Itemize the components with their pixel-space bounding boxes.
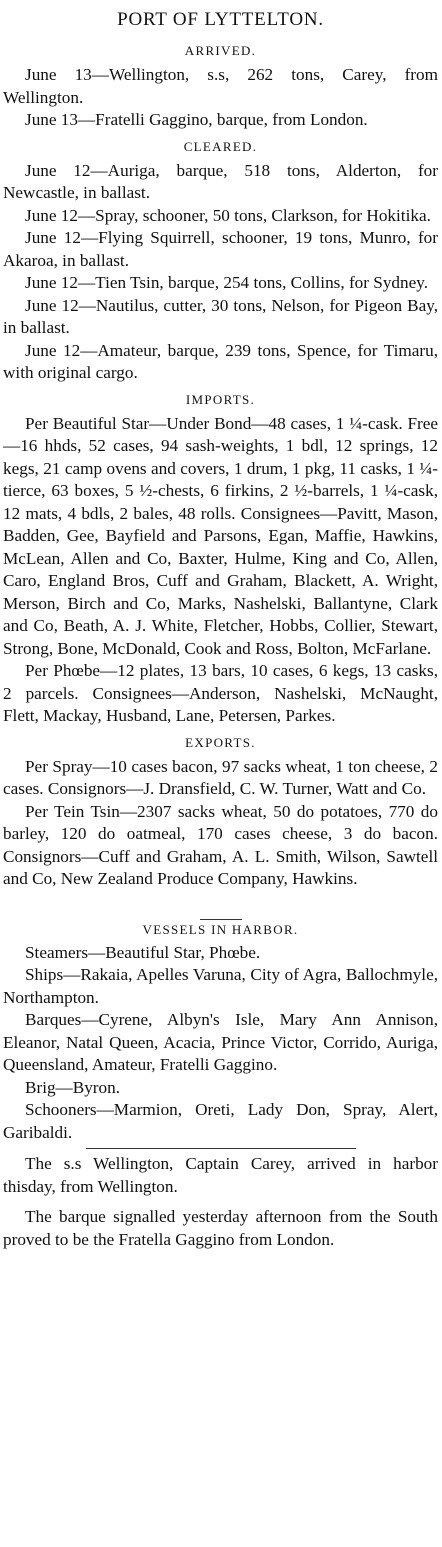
news-paragraph: The barque signalled yesterday afternoon from the South proved to be the Fratella Gaggino from London. bbox=[3, 1207, 438, 1249]
shipping-entry: June 13—Fratelli Gaggino, barque, from London. bbox=[25, 110, 368, 129]
shipping-entry: June 12—Spray, schooner, 50 tons, Clarkson, for Hokitika. bbox=[25, 205, 431, 225]
import-entry: Per Beautiful Star—Under Bond—48 cases, 1 ¼-cask. Free—16 hhds, 52 cases, 94 sash-weights, 1 bdl, 12 springs, 12 kegs, 21 camp ovens and covers, 1 drum, 1 pkg, 11 casks, 1 ¼-tierce, 63 boxes, 5 ½-chests, 6 firkins, 2 ½-barrels, 1 ¼-cask, 12 mats, 4 bdls, 2 bales, 48 rolls. Consignees—Pavitt, Mason, Badden, Gee, Bayfield and Parsons, Egan, Maffie, Hawkins, McLean, Allen and Co, Baxter, Hulme, King and Co, Allen, Caro, England Bros, Cuff and Graham, Blackett, A. Wright, Merson, Birch and Co, Marks, Nashelski, Ballantyne, Clark and Co, Beath, A. J. White, Fletcher, Hobbs, Collier, Stewart, Strong, Bone, McDonald, Cook and Ross, Bolton, McFarlane. bbox=[3, 413, 438, 658]
news-paragraph: The s.s Wellington, Captain Carey, arrived in harbor thisday, from Wellington. bbox=[3, 1154, 438, 1196]
vessel-entry: Steamers—Beautiful Star, Phœbe. bbox=[25, 942, 261, 962]
newspaper-column bbox=[3, 0, 438, 1251]
shipping-entry: June 12—Nautilus, cutter, 30 tons, Nelson, for Pigeon Bay, in ballast. bbox=[3, 295, 438, 337]
shipping-entry: June 12—Tien Tsin, barque, 254 tons, Collins, for Sydney. bbox=[25, 273, 429, 292]
section-heading-vessels: VESSELS IN HARBOR. bbox=[142, 921, 299, 937]
paragraph-gap bbox=[3, 1198, 438, 1206]
vessel-entry: Barques—Cyrene, Albyn's Isle, Mary Ann Annison, Eleanor, Natal Queen, Acacia, Prince Victor, Corrido, Auriga, Queensland, Amateur, Fratelli Gaggino. bbox=[3, 1010, 438, 1074]
vessel-entry: Ships—Rakaia, Apelles Varuna, City of Agra, Ballochmyle, Northampton. bbox=[3, 965, 438, 1007]
section-heading-imports: IMPORTS. bbox=[185, 391, 256, 407]
section-heading-arrived: ARRIVED. bbox=[184, 43, 257, 58]
vessel-entry: Schooners—Marmion, Oreti, Lady Don, Spray, Alert, Garibaldi. bbox=[3, 1100, 438, 1142]
shipping-entry: June 13—Wellington, s.s, 262 tons, Carey, from Wellington. bbox=[3, 65, 438, 107]
export-entry: Per Spray—10 cases bacon, 97 sacks wheat, 1 ton cheese, 2 cases. Consignors—J. Dransfield, C. W. Turner, Watt and Co. bbox=[3, 756, 438, 798]
section-divider bbox=[86, 1148, 356, 1149]
shipping-entry: June 12—Flying Squirrell, schooner, 19 tons, Munro, for Akaroa, in ballast. bbox=[3, 228, 438, 270]
page-title: PORT OF LYTTELTON. bbox=[117, 9, 324, 30]
section-heading-cleared: CLEARED. bbox=[183, 138, 258, 154]
section-heading-exports: EXPORTS. bbox=[185, 734, 256, 750]
import-entry: Per Phœbe—12 plates, 13 bars, 10 cases, 6 kegs, 13 casks, 2 parcels. Consignees—Anderson, Nashelski, McNaught, Flett, Mackay, Husband, Lane, Petersen, Parkes. bbox=[3, 661, 438, 725]
vessel-entry: Brig—Byron. bbox=[25, 1077, 121, 1097]
shipping-entry: June 12—Auriga, barque, 518 tons, Alderton, for Newcastle, in ballast. bbox=[3, 160, 438, 202]
shipping-entry: June 12—Amateur, barque, 239 tons, Spence, for Timaru, with original cargo. bbox=[3, 340, 438, 382]
export-entry: Per Tein Tsin—2307 sacks wheat, 50 do potatoes, 770 do barley, 120 do oatmeal, 170 cases cheese, 3 do bacon. Consignors—Cuff and Graham, A. L. Smith, Wilson, Sawtell and Co, New Zealand Produce Company, Hawkins. bbox=[3, 801, 438, 888]
